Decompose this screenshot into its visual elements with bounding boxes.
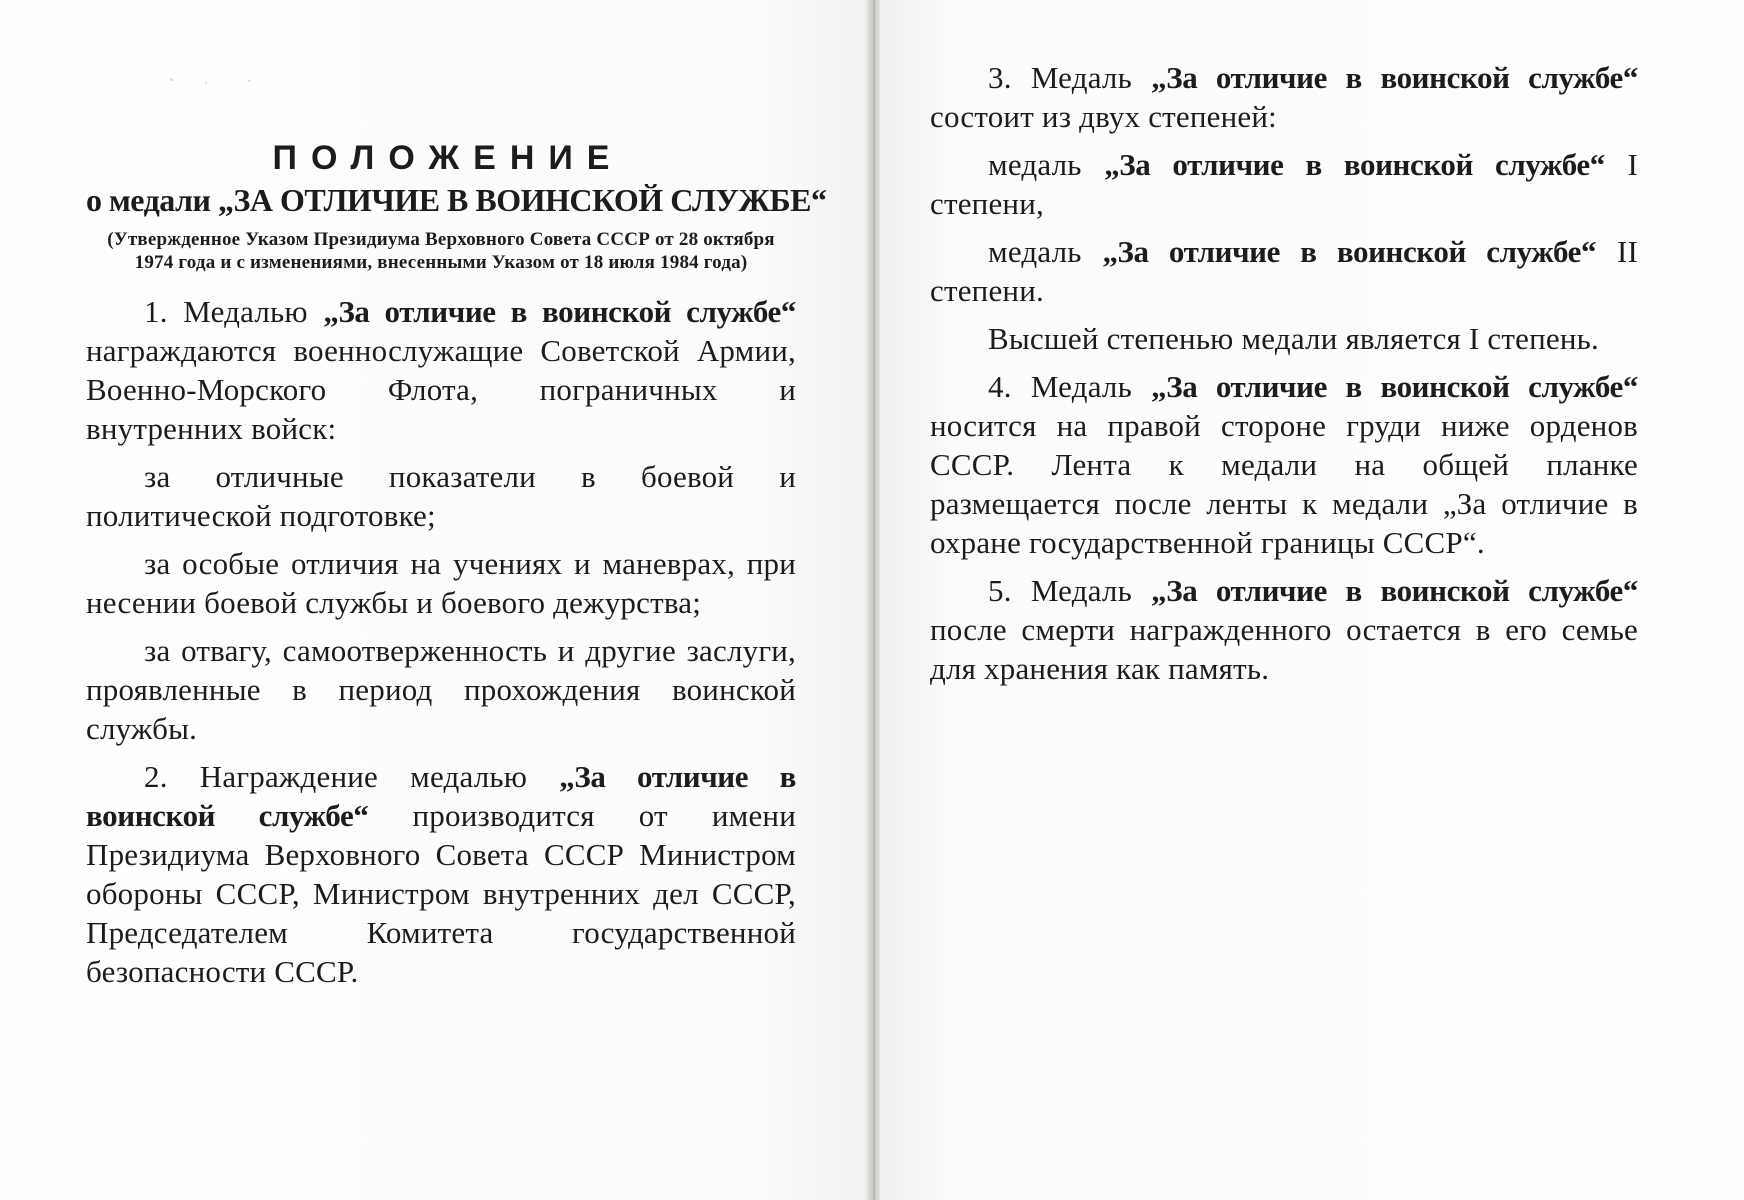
paragraph-5-text: после смерти награжденного остается в его семье для хранения как память. xyxy=(930,612,1638,686)
medal-name: „За отличие в воинской службе“ xyxy=(1151,573,1639,608)
degree-2-lead: медаль xyxy=(988,234,1103,269)
paragraph-1-item-a: за отличные показатели в боевой и политической подготовке; xyxy=(86,459,796,533)
paragraph-1-item-c: за отвагу, самоотверженность и другие заслуги, проявленные в период прохождения воинской службы. xyxy=(86,633,796,746)
paragraph-3-text: состоит из двух степеней: xyxy=(930,99,1277,134)
medal-name: „За отличие в воинской службе“ xyxy=(1102,234,1597,269)
paragraph-3-lead: 3. Медаль xyxy=(988,60,1152,95)
approval-note: (Утвержденное Указом Президиума Верховного Совета СССР от 28 октября 1974 года и с изменениями, внесенными Указом от 18 июля 1984 года) xyxy=(107,229,775,273)
medal-name: „За отличие в воинской службе“ xyxy=(1104,147,1605,182)
paragraph-2-text: производится от имени Президиума Верховного Совета СССР Министром обороны СССР, Министром внутренних дел СССР, Председателем Комитета государственной безопасности СССР. xyxy=(86,798,796,989)
paragraph-1 xyxy=(86,292,796,448)
left-page xyxy=(0,0,868,1200)
paragraph-3-degree-1 xyxy=(930,145,1638,223)
left-text-column xyxy=(86,138,827,1000)
paper-speck xyxy=(170,78,173,81)
degree-2-text: II степени. xyxy=(930,234,1639,308)
paper-speck xyxy=(205,82,207,84)
paragraph-5-lead: 5. Медаль xyxy=(988,573,1152,608)
document-subtitle: о медали „ЗА ОТЛИЧИЕ В ВОИНСКОЙ СЛУЖБЕ“ xyxy=(86,182,827,218)
medal-name: „За отличие в воинской службе“ xyxy=(1151,369,1639,404)
paragraph-4-lead: 4. Медаль xyxy=(988,369,1152,404)
right-text-column xyxy=(930,58,1638,697)
paragraph-4 xyxy=(930,367,1638,562)
paragraph-1-lead: 1. Медалью xyxy=(144,294,324,329)
paragraph-2 xyxy=(86,757,796,991)
paragraph-3-highest-degree: Высшей степенью медали является I степень. xyxy=(988,321,1599,356)
right-page xyxy=(880,0,1744,1200)
fold-crease xyxy=(873,0,875,1200)
medal-name: „За отличие в воинской службе“ xyxy=(86,759,797,833)
paragraph-1-item-b: за особые отличия на учениях и маневрах, при несении боевой службы и боевого дежурства; xyxy=(86,546,796,620)
paragraph-3-degree-2 xyxy=(930,232,1638,310)
medal-name: „За отличие в воинской службе“ xyxy=(1151,60,1639,95)
paragraph-3 xyxy=(930,58,1638,136)
degree-1-text: I степени, xyxy=(930,147,1638,221)
paragraph-1-text: награждаются военнослужащие Советской Армии, Военно-Морского Флота, пограничных и внутренних войск: xyxy=(86,333,796,446)
paragraph-2-lead: 2. Награждение медалью xyxy=(144,759,560,794)
paragraph-4-text: носится на правой стороне груди ниже орденов СССР. Лента к медали на общей планке размещается после ленты к медали „За отличие в охране государственной границы СССР“. xyxy=(930,408,1638,560)
degree-1-lead: медаль xyxy=(988,147,1105,182)
medal-name: „За отличие в воинской службе“ xyxy=(323,294,797,329)
document-title: ПОЛОЖЕНИЕ xyxy=(272,139,624,177)
paragraph-5 xyxy=(930,571,1638,688)
paper-speck xyxy=(248,80,251,82)
